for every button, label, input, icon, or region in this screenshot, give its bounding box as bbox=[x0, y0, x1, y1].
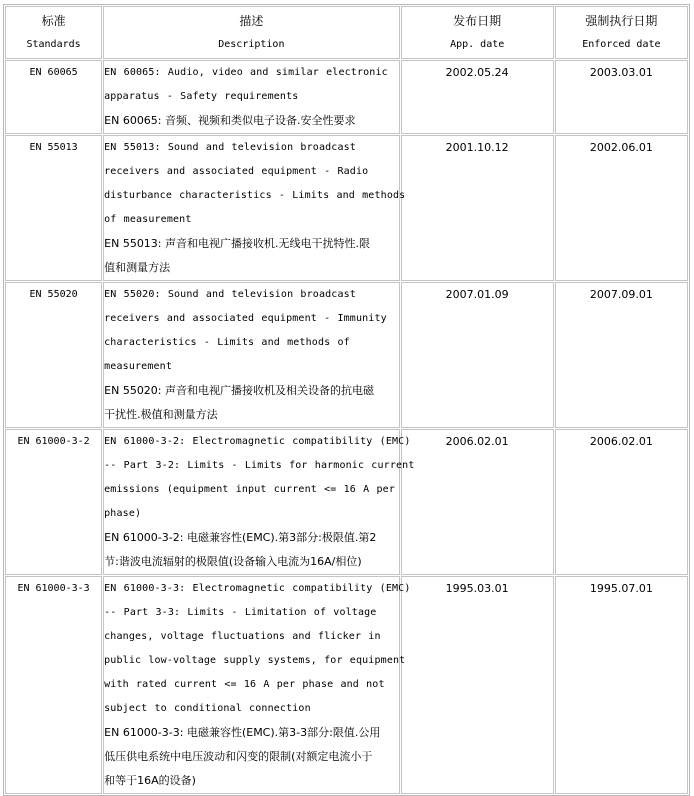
description-en-line: EN 55020: Sound and television broadcast bbox=[104, 289, 356, 300]
header-enforced-date-zh: 强制执行日期 bbox=[585, 14, 658, 28]
description-zh-line: 值和测量方法 bbox=[104, 261, 171, 274]
app-date-cell: 2006.02.01 bbox=[401, 429, 554, 575]
standard-cell: EN 61000-3-3 bbox=[5, 576, 102, 794]
description-en-line: emissions (equipment input current <= 16 A per bbox=[104, 484, 395, 495]
header-enforced-date bbox=[555, 6, 688, 59]
description-zh-line: 节:谐波电流辐射的极限值(设备输入电流为16A/相位) bbox=[104, 555, 362, 568]
description-en-line: disturbance characteristics - Limits and methods bbox=[104, 190, 406, 201]
app-date-cell: 2001.10.12 bbox=[401, 135, 554, 281]
description-zh-line: EN 61000-3-2: 电磁兼容性(EMC).第3部分:极限值.第2 bbox=[104, 531, 377, 544]
header-standards-zh: 标准 bbox=[41, 14, 66, 28]
description-en-line: changes, voltage fluctuations and flicker in bbox=[104, 631, 381, 642]
header-app-date-zh: 发布日期 bbox=[453, 14, 502, 28]
description-en-line: EN 61000-3-2: Electromagnetic compatibility (EMC) bbox=[104, 436, 411, 447]
description-en-line: phase) bbox=[104, 508, 142, 519]
header-row bbox=[5, 6, 688, 59]
app-date-cell: 1995.03.01 bbox=[401, 576, 554, 794]
table-row bbox=[5, 429, 688, 575]
table-row bbox=[5, 135, 688, 281]
description-en-line: -- Part 3-2: Limits - Limits for harmonic current bbox=[104, 460, 415, 471]
description-en-line: of measurement bbox=[104, 214, 192, 225]
header-standards-en: Standards bbox=[26, 39, 81, 50]
description-en-line: EN 61000-3-3: Electromagnetic compatibility (EMC) bbox=[104, 583, 411, 594]
description-zh-line: EN 61000-3-3: 电磁兼容性(EMC).第3-3部分:限值.公用 bbox=[104, 726, 381, 739]
description-en-line: EN 60065: Audio, video and similar electronic bbox=[104, 67, 388, 78]
header-app-date bbox=[401, 6, 554, 59]
table-row bbox=[5, 282, 688, 428]
description-cell bbox=[103, 282, 399, 428]
header-enforced-date-en: Enforced date bbox=[582, 39, 661, 50]
description-en-line: subject to conditional connection bbox=[104, 703, 311, 714]
description-en-line: characteristics - Limits and methods of bbox=[104, 337, 350, 348]
description-cell bbox=[103, 135, 406, 281]
enforced-date-cell: 2006.02.01 bbox=[555, 429, 688, 575]
standard-cell: EN 55013 bbox=[5, 135, 102, 281]
header-description-en: Description bbox=[218, 39, 285, 50]
enforced-date-cell: 2002.06.01 bbox=[555, 135, 688, 281]
description-zh-line: EN 60065: 音频、视频和类似电子设备.安全性要求 bbox=[104, 114, 356, 127]
description-cell bbox=[103, 429, 415, 575]
description-zh-line: 和等于16A的设备) bbox=[104, 774, 196, 787]
description-en-line: public low-voltage supply systems, for equipment bbox=[104, 655, 406, 666]
standard-cell: EN 60065 bbox=[5, 60, 102, 134]
standards-table bbox=[3, 4, 690, 796]
description-cell bbox=[103, 576, 411, 794]
header-description bbox=[103, 6, 399, 59]
description-zh-line: EN 55020: 声音和电视广播接收机及相关设备的抗电磁 bbox=[104, 384, 375, 397]
enforced-date-cell: 2007.09.01 bbox=[555, 282, 688, 428]
standard-cell: EN 61000-3-2 bbox=[5, 429, 102, 575]
description-en-line: measurement bbox=[104, 361, 173, 372]
description-zh-line: 低压供电系统中电压波动和闪变的限制(对额定电流小于 bbox=[104, 750, 373, 763]
description-en-line: receivers and associated equipment - Immunity bbox=[104, 313, 387, 324]
description-en-line: apparatus - Safety requirements bbox=[104, 91, 299, 102]
header-description-zh: 描述 bbox=[239, 14, 264, 28]
app-date-cell: 2007.01.09 bbox=[401, 282, 554, 428]
description-en-line: EN 55013: Sound and television broadcast bbox=[104, 142, 356, 153]
header-standards bbox=[5, 6, 102, 59]
table-row bbox=[5, 60, 688, 134]
description-zh-line: EN 55013: 声音和电视广播接收机.无线电干扰特性.限 bbox=[104, 237, 371, 250]
description-en-line: with rated current <= 16 A per phase and not bbox=[104, 679, 385, 690]
app-date-cell: 2002.05.24 bbox=[401, 60, 554, 134]
table-body bbox=[5, 60, 688, 794]
standard-cell: EN 55020 bbox=[5, 282, 102, 428]
header-app-date-en: App. date bbox=[450, 39, 505, 50]
enforced-date-cell: 2003.03.01 bbox=[555, 60, 688, 134]
enforced-date-cell: 1995.07.01 bbox=[555, 576, 688, 794]
description-cell bbox=[103, 60, 399, 134]
description-zh-line: 干扰性.极值和测量方法 bbox=[104, 408, 218, 421]
description-en-line: -- Part 3-3: Limits - Limitation of voltage bbox=[104, 607, 377, 618]
table-row bbox=[5, 576, 688, 794]
description-en-line: receivers and associated equipment - Radio bbox=[104, 166, 369, 177]
